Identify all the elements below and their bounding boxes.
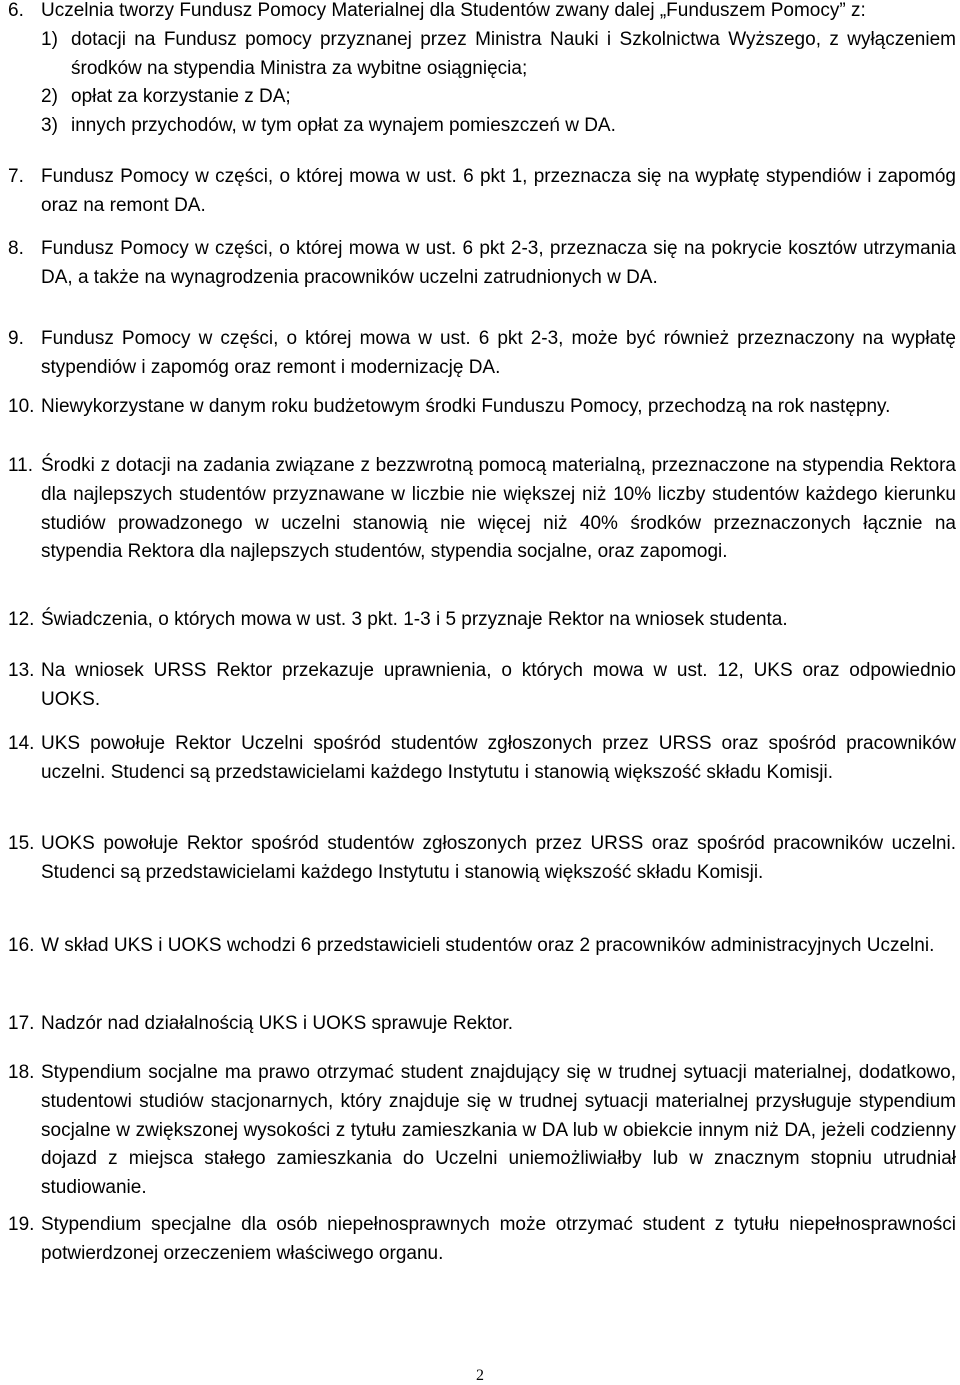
paragraph-text: Środki z dotacji na zadania związane z bezzwrotną pomocą materialną, przeznaczone na stypendia Rektora dla najlepszych studentów przyznawane w liczbie nie większej niż 10% liczby studentów każdego kierunku studiów prowadzonego w uczelni stanowią nie więcej niż 40% środków przeznaczonych łącznie na stypendia Rektora dla najlepszych studentów, stypendia socjalne, oraz zapomogi. xyxy=(41,455,956,563)
paragraph-8 xyxy=(8,235,956,293)
paragraph-18 xyxy=(8,1059,956,1203)
paragraph-number: 7. xyxy=(8,166,24,187)
sub-item-text: dotacji na Fundusz pomocy przyznanej przez Ministra Nauki i Szkolnictwa Wyższego, z wyłączeniem środków na stypendia Ministra za wybitne osiągnięcia; xyxy=(71,28,956,79)
paragraph-number: 19. xyxy=(8,1214,35,1235)
sub-item-1 xyxy=(41,26,956,84)
paragraph-text: Fundusz Pomocy w części, o której mowa w ust. 6 pkt 2-3, może być również przeznaczony na wypłatę stypendiów i zapomóg oraz remont i modernizację DA. xyxy=(41,328,956,378)
paragraph-number: 14. xyxy=(8,733,35,754)
paragraph-text: Stypendium specjalne dla osób niepełnosprawnych może otrzymać student z tytułu niepełnosprawności potwierdzonej orzeczeniem właściwego organu. xyxy=(41,1214,956,1264)
sub-item-text: opłat za korzystanie z DA; xyxy=(71,86,291,108)
paragraph-text: UKS powołuje Rektor Uczelni spośród studentów zgłoszonych przez URSS oraz spośród pracowników uczelni. Studenci są przedstawicielami każdego Instytutu i stanowią większość składu Komisji. xyxy=(41,733,956,783)
paragraph-number: 17. xyxy=(8,1013,35,1034)
paragraph-14 xyxy=(8,730,956,788)
paragraph-number: 18. xyxy=(8,1062,35,1083)
paragraph-6 xyxy=(8,0,956,141)
paragraph-text: Na wniosek URSS Rektor przekazuje uprawnienia, o których mowa w ust. 12, UKS oraz odpowiednio UOKS. xyxy=(41,660,956,710)
paragraph-number: 10. xyxy=(8,396,35,417)
paragraph-10 xyxy=(8,393,956,422)
paragraph-16 xyxy=(8,932,956,961)
paragraph-9 xyxy=(8,325,956,383)
paragraph-number: 15. xyxy=(8,833,35,854)
sub-item-3 xyxy=(41,112,956,141)
paragraph-text: Niewykorzystane w danym roku budżetowym środki Funduszu Pomocy, przechodzą na rok następny. xyxy=(41,396,891,417)
paragraph-text: Stypendium socjalne ma prawo otrzymać student znajdujący się w trudnej sytuacji materialnej, dodatkowo, studentowi studiów stacjonarnych, który znajduje się w trudnej sytuacji materialnej przysługuje stypendium socjalne w zwiększonej wysokości z tytułu zamieszkania w DA lub w obiekcie innym niż DA, jeżeli codzienny dojazd z miejsca stałego zamieszkania do Uczelni uniemożliwiałby lub w znacznym stopniu utrudniał studiowanie. xyxy=(41,1062,956,1199)
paragraph-number: 6. xyxy=(8,0,24,21)
paragraph-11 xyxy=(8,452,956,567)
sub-item-2 xyxy=(41,83,956,112)
sub-item-number: 2) xyxy=(41,86,58,108)
paragraph-text: Fundusz Pomocy w części, o której mowa w ust. 6 pkt 1, przeznacza się na wypłatę stypendiów i zapomóg oraz na remont DA. xyxy=(41,166,956,216)
paragraph-text: Uczelnia tworzy Fundusz Pomocy Materialnej dla Studentów zwany dalej „Funduszem Pomocy” z: xyxy=(41,0,866,21)
paragraph-12 xyxy=(8,606,956,635)
sub-item-number: 1) xyxy=(41,28,58,50)
paragraph-number: 16. xyxy=(8,935,35,956)
paragraph-text: W skład UKS i UOKS wchodzi 6 przedstawicieli studentów oraz 2 pracowników administracyjnych Uczelni. xyxy=(41,935,935,956)
paragraph-text: Świadczenia, o których mowa w ust. 3 pkt. 1-3 i 5 przyznaje Rektor na wniosek studenta. xyxy=(41,609,788,630)
paragraph-number: 9. xyxy=(8,328,24,349)
paragraph-15 xyxy=(8,830,956,888)
paragraph-text: UOKS powołuje Rektor spośród studentów zgłoszonych przez URSS oraz spośród pracowników uczelni. Studenci są przedstawicielami każdego Instytutu i stanowią większość składu Komisji. xyxy=(41,833,956,883)
paragraph-text: Fundusz Pomocy w części, o której mowa w ust. 6 pkt 2-3, przeznacza się na pokrycie kosztów utrzymania DA, a także na wynagrodzenia pracowników uczelni zatrudnionych w DA. xyxy=(41,238,956,288)
paragraph-number: 8. xyxy=(8,238,24,259)
paragraph-number: 11. xyxy=(8,455,34,476)
paragraph-17 xyxy=(8,1010,956,1039)
sub-item-text: innych przychodów, w tym opłat za wynajem pomieszczeń w DA. xyxy=(71,115,616,137)
paragraph-7 xyxy=(8,163,956,221)
paragraph-text: Nadzór nad działalnością UKS i UOKS sprawuje Rektor. xyxy=(41,1013,514,1034)
paragraph-number: 13. xyxy=(8,660,35,681)
sub-item-number: 3) xyxy=(41,115,58,137)
paragraph-19 xyxy=(8,1211,956,1269)
paragraph-number: 12. xyxy=(8,609,35,630)
page-number: 2 xyxy=(476,1367,484,1384)
paragraph-13 xyxy=(8,657,956,715)
